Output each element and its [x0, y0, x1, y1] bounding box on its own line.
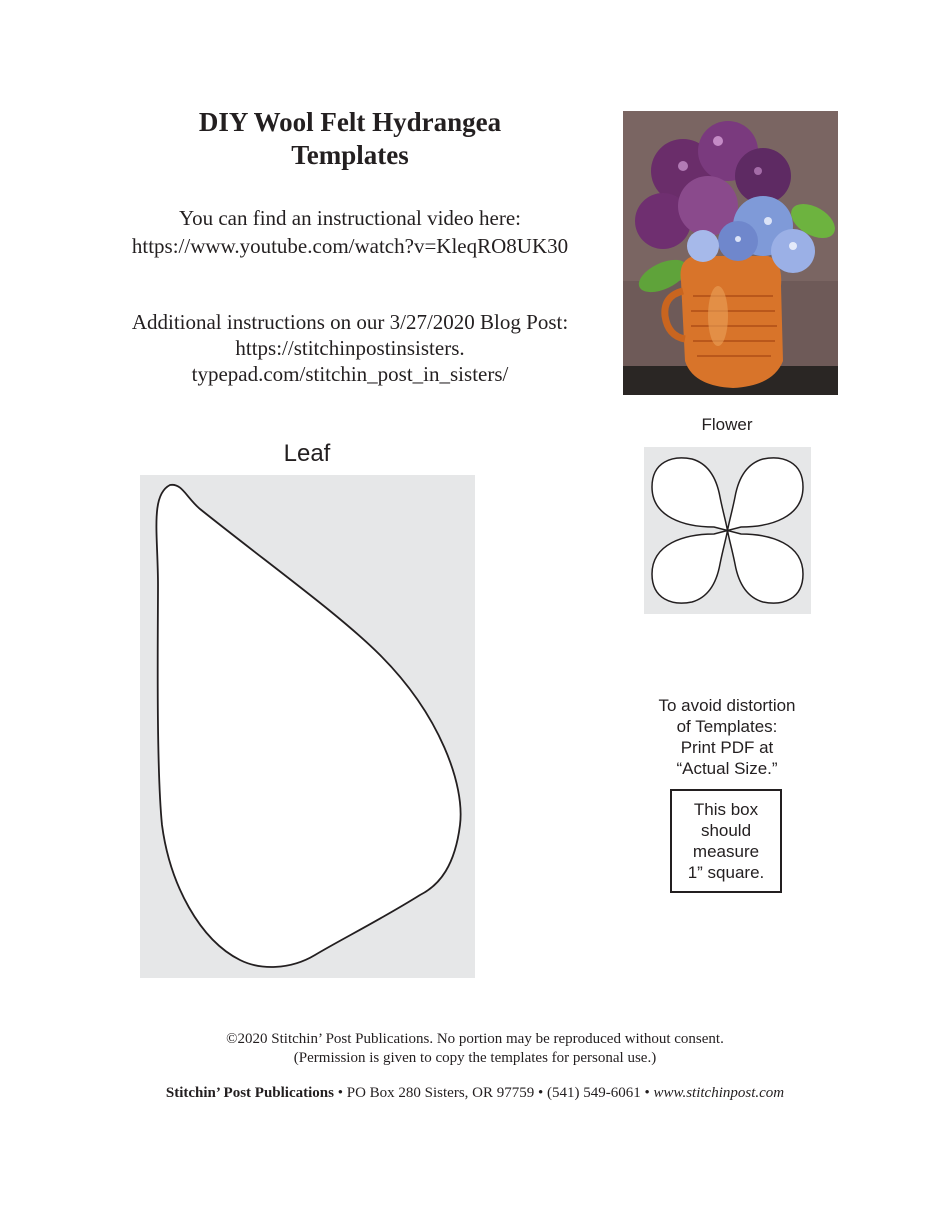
leaf-outline — [140, 475, 475, 978]
flower-outline — [644, 447, 811, 614]
note-line-2: of Templates: — [676, 717, 778, 736]
blog-intro: Additional instructions on our 3/27/2020 Blog Post: — [131, 310, 569, 334]
title-line-2: Templates — [291, 140, 409, 170]
video-intro: You can find an instructional video here: — [179, 206, 521, 230]
blog-link-line-1[interactable]: https://stitchinpostinsisters. — [235, 336, 465, 360]
measure-line-4: 1” square. — [687, 863, 765, 882]
page-title — [100, 106, 600, 172]
print-size-note — [636, 695, 818, 779]
copyright-notice — [100, 1030, 850, 1068]
publisher-footer — [60, 1085, 890, 1102]
footer-bullet: • — [640, 1085, 654, 1101]
copyright-line-1: ©2020 Stitchin’ Post Publications. No portion may be reproduced without consent. — [226, 1031, 724, 1047]
footer-publisher: Stitchin’ Post Publications — [165, 1085, 334, 1101]
flower-label: Flower — [701, 415, 753, 434]
hydrangea-photo — [623, 111, 838, 395]
blog-instructions — [85, 309, 615, 387]
footer-phone: (541) 549-6061 — [547, 1085, 641, 1101]
note-line-3: Print PDF at — [680, 738, 774, 757]
video-link[interactable]: https://www.youtube.com/watch?v=KleqRO8UK30 — [131, 234, 569, 258]
title-line-1: DIY Wool Felt Hydrangea — [198, 107, 502, 137]
blog-link-line-2[interactable]: typepad.com/stitchin_post_in_sisters/ — [191, 362, 509, 386]
footer-website-link[interactable]: www.stitchinpost.com — [653, 1085, 785, 1101]
footer-bullet: • — [333, 1085, 347, 1101]
leaf-label: Leaf — [283, 440, 331, 467]
one-inch-measure-box — [670, 789, 782, 893]
measure-line-1: This box — [693, 800, 759, 819]
footer-address: PO Box 280 Sisters, OR 97759 — [346, 1085, 535, 1101]
copyright-line-2: (Permission is given to copy the templates for personal use.) — [293, 1050, 657, 1066]
leaf-template — [140, 475, 475, 978]
footer-bullet: • — [534, 1085, 548, 1101]
measure-line-3: measure — [692, 842, 760, 861]
note-line-4: “Actual Size.” — [676, 759, 778, 778]
measure-line-2: should — [700, 821, 752, 840]
note-line-1: To avoid distortion — [658, 696, 796, 715]
flower-template — [644, 447, 811, 614]
video-instructions — [95, 204, 605, 260]
